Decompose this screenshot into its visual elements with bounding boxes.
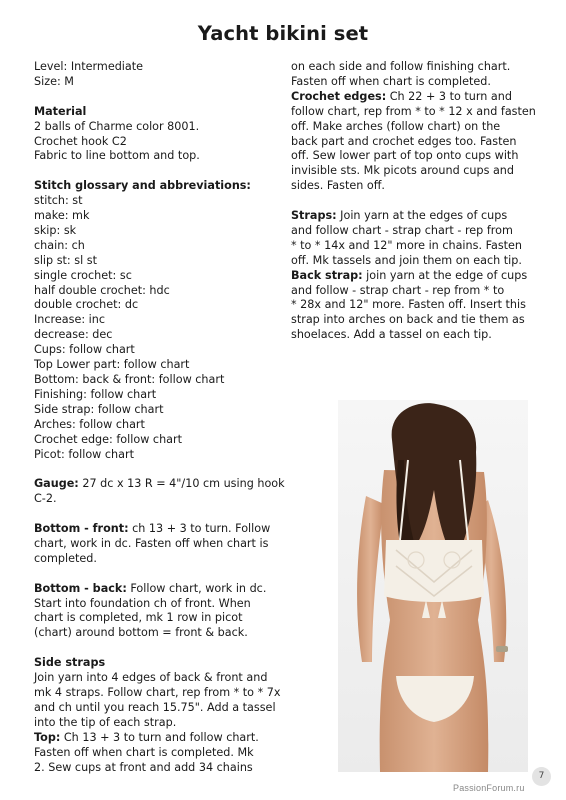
text-line: make: mk — [34, 209, 90, 223]
text-line: Finishing: follow chart — [34, 387, 157, 401]
text-line — [34, 477, 285, 492]
text-line: Fasten off when chart is completed. Mk — [34, 745, 254, 759]
text-line: (chart) around bottom = front & back. — [34, 626, 248, 640]
text-line: chain: ch — [34, 238, 85, 252]
text-line: chart is completed, mk 1 row in picot — [34, 611, 243, 625]
inline-heading: Crochet edges: — [291, 89, 387, 103]
text-line: off. Mk tassels and join them on each tip. — [291, 253, 522, 267]
text-line: single crochet: sc — [34, 268, 132, 282]
text-line: * 28x and 12" more. Fasten off. Insert this — [291, 298, 526, 312]
paragraph-gap — [291, 194, 543, 209]
right-column — [291, 60, 543, 343]
text-line — [34, 582, 280, 597]
text-line: Crochet hook C2 — [34, 134, 127, 148]
inline-text: ch 13 + 3 to turn. Follow — [128, 522, 271, 536]
text-line: Picot: follow chart — [34, 447, 134, 461]
model-photo — [338, 400, 528, 772]
text-line: off. Make arches (follow chart) on the — [291, 119, 501, 133]
text-line: Cups: follow chart — [34, 343, 135, 357]
inline-text: join yarn at the edge of cups — [362, 268, 528, 282]
text-line: mk 4 straps. Follow chart, rep from * to * 7x — [34, 685, 281, 699]
text-line: off. Sew lower part of top onto cups with — [291, 149, 519, 163]
inline-heading: Bottom - back: — [34, 581, 127, 595]
paragraph-gap — [34, 90, 280, 105]
page-title: Yacht bikini set — [197, 22, 369, 45]
text-line: and follow - strap chart - rep from * to — [291, 283, 505, 297]
text-line: Bottom: back & front: follow chart — [34, 373, 225, 386]
text-line — [291, 90, 543, 105]
text-line — [34, 731, 280, 746]
text-line: into the tip of each strap. — [34, 715, 177, 729]
text-line: invisible sts. Mk picots around cups and — [291, 164, 515, 178]
inline-text: 27 dc x 13 R = 4"/10 cm using hook — [78, 477, 285, 491]
text-line: on each side and follow finishing chart. — [291, 60, 511, 73]
inline-text: Ch 13 + 3 to turn and follow chart. — [60, 730, 259, 744]
inline-heading: Gauge: — [34, 477, 79, 491]
text-line: Side straps — [34, 656, 106, 670]
text-line: Size: M — [34, 74, 74, 88]
text-line: C-2. — [34, 492, 57, 506]
paragraph-gap — [34, 462, 280, 477]
text-line: Increase: inc — [34, 313, 106, 327]
inline-text: Follow chart, work in dc. — [126, 581, 267, 595]
text-line: Arches: follow chart — [34, 417, 145, 431]
text-line: Stitch glossary and abbreviations: — [34, 179, 251, 193]
text-line: Crochet edge: follow chart — [34, 432, 183, 446]
text-line: and follow chart - strap chart - rep from — [291, 223, 513, 237]
text-line: double crochet: dc — [34, 298, 139, 312]
text-line: Level: Intermediate — [34, 60, 144, 73]
text-line: Fabric to line bottom and top. — [34, 149, 200, 163]
watermark: PassionForum.ru — [453, 783, 525, 793]
text-line: stitch: st — [34, 194, 83, 208]
text-line: Side strap: follow chart — [34, 402, 164, 416]
bikini-back-illustration — [338, 400, 528, 772]
text-line — [34, 522, 280, 537]
text-line: Material — [34, 104, 87, 118]
text-line: Fasten off when chart is completed. — [291, 74, 491, 88]
text-line — [291, 269, 543, 284]
text-line: Top Lower part: follow chart — [34, 358, 190, 372]
text-line: and ch until you reach 15.75". Add a tassel — [34, 700, 276, 714]
inline-heading: Bottom - front: — [34, 522, 129, 536]
text-line: shoelaces. Add a tassel on each tip. — [291, 328, 492, 342]
text-line: * to * 14x and 12" more in chains. Fasten — [291, 238, 523, 252]
text-line: decrease: dec — [34, 328, 113, 342]
inline-text: Ch 22 + 3 to turn and — [386, 89, 512, 103]
paragraph-gap — [34, 567, 280, 582]
text-line: Join yarn into 4 edges of back & front and — [34, 671, 268, 685]
text-line: sides. Fasten off. — [291, 179, 385, 193]
inline-heading: Back strap: — [291, 268, 363, 282]
text-line: chart, work in dc. Fasten off when chart is — [34, 536, 269, 550]
text-line: 2 balls of Charme color 8001. — [34, 119, 200, 133]
inline-heading: Straps: — [291, 209, 337, 223]
page-number: 7 — [532, 767, 551, 786]
text-line: 2. Sew cups at front and add 34 chains — [34, 760, 253, 774]
text-line: skip: sk — [34, 223, 77, 237]
text-line — [291, 209, 543, 224]
left-column — [34, 60, 285, 775]
inline-heading: Top: — [34, 730, 61, 744]
text-line: Start into foundation ch of front. When — [34, 596, 251, 610]
text-line: strap into arches on back and tie them as — [291, 313, 525, 327]
text-line: back part and crochet edges too. Fasten — [291, 134, 517, 148]
paragraph-gap — [34, 507, 280, 522]
paragraph-gap — [34, 164, 280, 179]
text-line: follow chart, rep from * to * 12 x and fasten — [291, 104, 536, 118]
inline-text: Join yarn at the edges of cups — [336, 209, 508, 223]
text-line: half double crochet: hdc — [34, 283, 170, 297]
paragraph-gap — [34, 641, 280, 656]
text-line: completed. — [34, 551, 97, 565]
text-line: slip st: sl st — [34, 253, 97, 267]
